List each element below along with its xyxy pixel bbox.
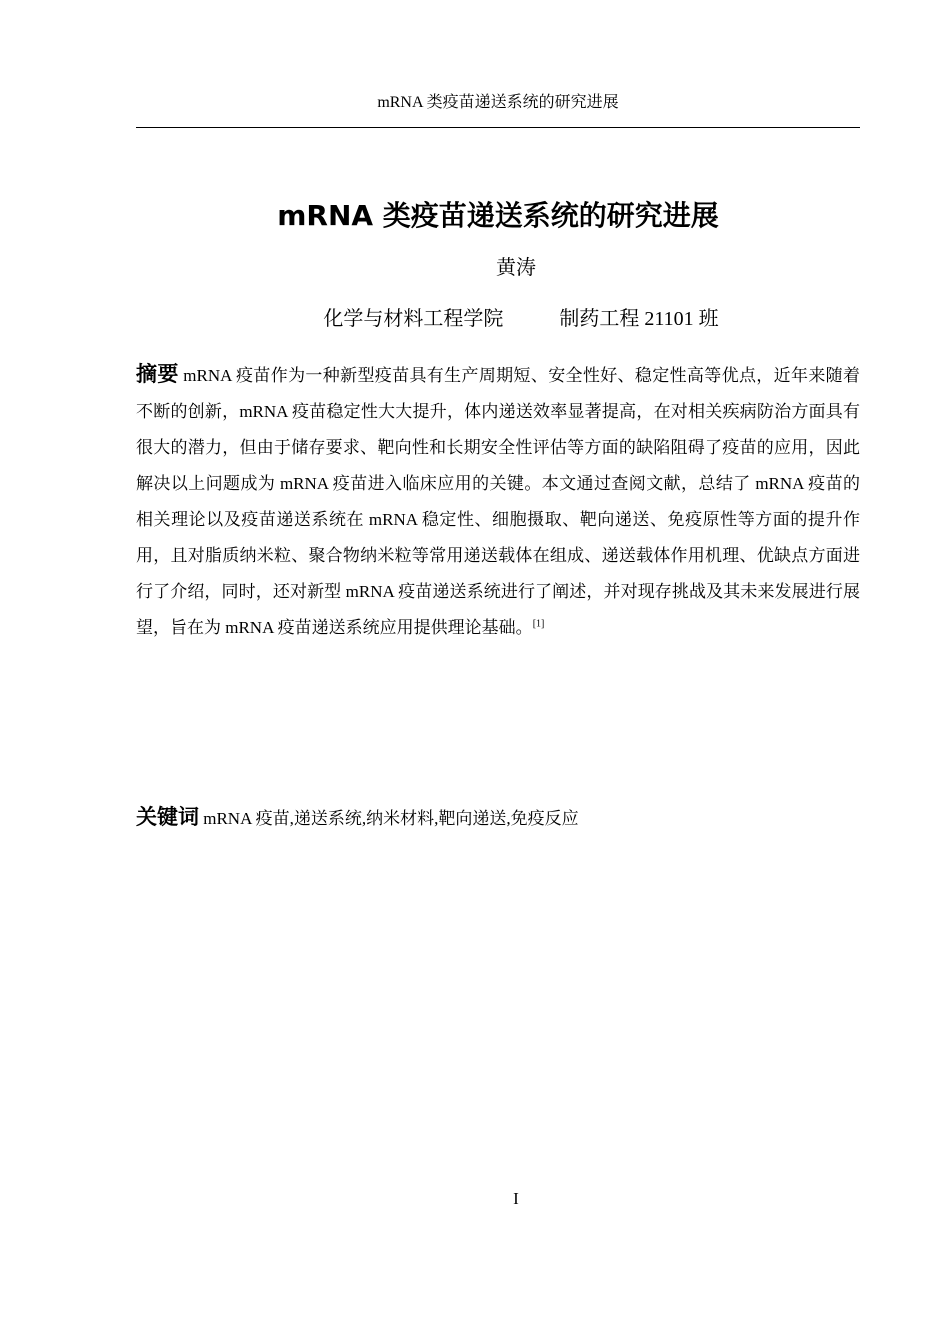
header-rule [136,127,860,128]
keywords [136,799,860,837]
paper-title: mRNA 类疫苗递送系统的研究进展 [277,199,719,232]
keywords-text: mRNA 疫苗,递送系统,纳米材料,靶向递送,免疫反应 [203,809,579,828]
affiliation-school: 化学与材料工程学院 [323,308,504,330]
page-number: I [513,1189,519,1208]
affiliation-class: 制药工程 21101 班 [559,308,719,330]
abstract-citation[interactable]: [1] [532,618,545,630]
author-name: 黄涛 [496,257,536,279]
abstract-label: 摘要 [136,362,179,386]
keywords-label: 关键词 [136,805,199,829]
running-header: mRNA 类疫苗递送系统的研究进展 [377,94,619,111]
affiliation [136,305,906,333]
abstract-text: mRNA 疫苗作为一种新型疫苗具有生产周期短、安全性好、稳定性高等优点，近年来随着不断的创新，mRNA 疫苗稳定性大大提升，体内递送效率显著提高，在对相关疾病防治方面具有很大的潜力，但由于储存要求、靶向性和长期安全性评估等方面的缺陷阻碍了疫苗的应用，因此解决以上问题成为 mRNA 疫苗进入临床应用的关键。本文通过查阅文献，总结了 mRNA 疫苗的相关理论以及疫苗递送系统在 mRNA 稳定性、细胞摄取、靶向递送、免疫原性等方面的提升作用，且对脂质纳米粒、聚合物纳米粒等常用递送载体在组成、递送载体作用机理、优缺点方面进行了介绍，同时，还对新型 mRNA 疫苗递送系统进行了阐述，并对现存挑战及其未来发展进行展望，旨在为 mRNA 疫苗递送系统应用提供理论基础。 [136,366,860,637]
abstract [136,356,860,646]
